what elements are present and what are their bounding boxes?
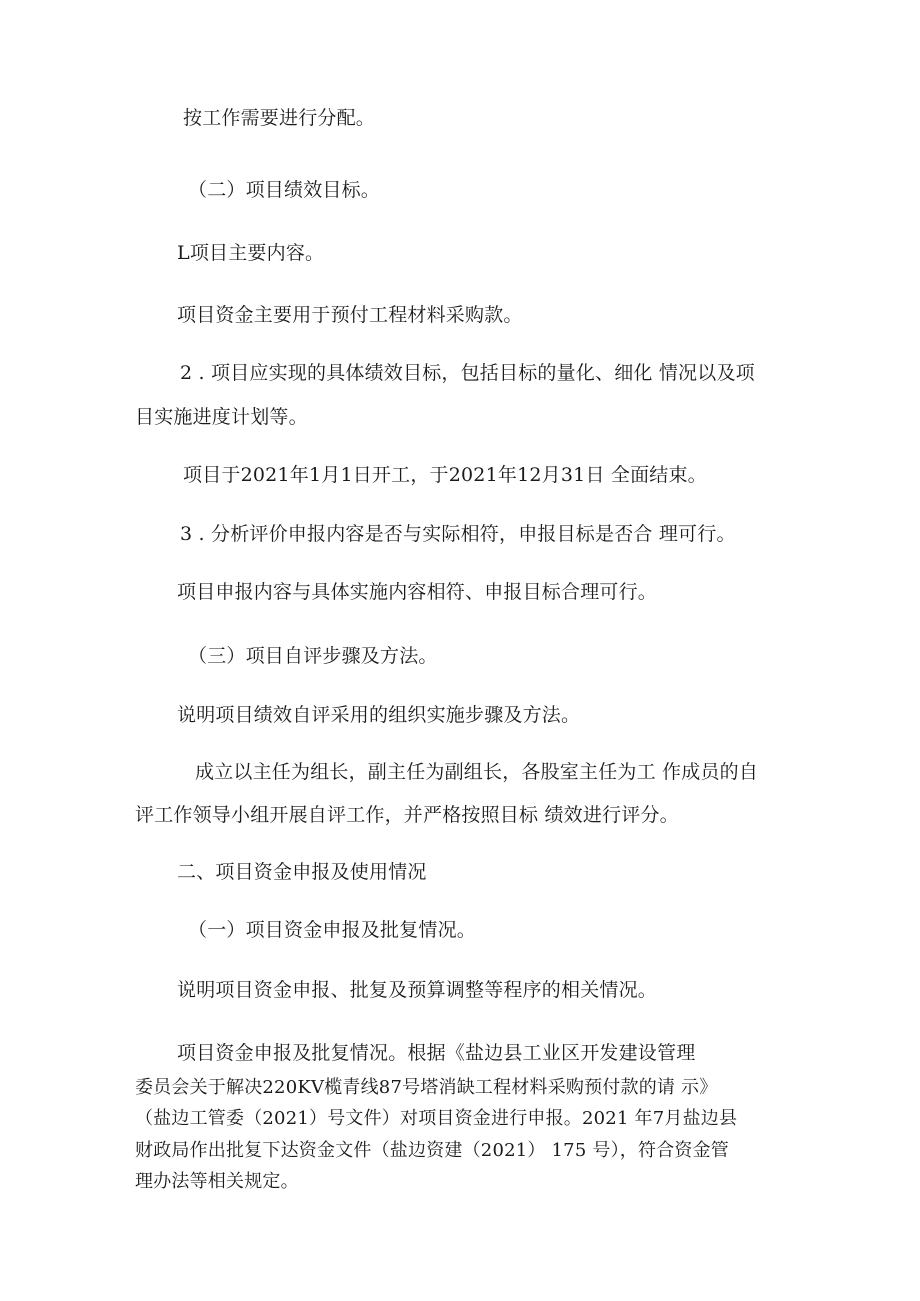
numbered-item-2: 2 . 项目应实现的具体绩效目标，包括目标的量化、细化 情况以及项 bbox=[180, 362, 755, 384]
section-heading-3: （三）项目自评步骤及方法。 bbox=[188, 645, 438, 667]
text-line-4: 项目资金主要用于预付工程材料采购款。 bbox=[177, 304, 523, 326]
text-line-12: 成立以主任为组长，副主任为副组长，各股室主任为工 作成员的自 bbox=[195, 761, 759, 783]
text-line-9: 项目申报内容与具体实施内容相符、申报目标合理可行。 bbox=[177, 581, 658, 603]
section-heading-1: （一）项目资金申报及批复情况。 bbox=[188, 919, 477, 941]
numbered-item-3: 3 . 分析评价申报内容是否与实际相符，申报目标是否合 理可行。 bbox=[180, 523, 736, 545]
text-line-21: 理办法等相关规定。 bbox=[135, 1171, 299, 1192]
text-line-19: （盐边工管委（2021）号文件）对项目资金进行申报。2021 年7月盐边县 bbox=[135, 1108, 738, 1129]
text-line-1: 按工作需要进行分配。 bbox=[183, 107, 376, 129]
text-line-7: 项目于2021年1月1日开工，于2021年12月31日 全面结束。 bbox=[183, 464, 707, 486]
chapter-heading-2: 二、项目资金申报及使用情况 bbox=[177, 861, 427, 883]
section-heading-2: （二）项目绩效目标。 bbox=[188, 179, 381, 201]
text-line-3: L项目主要内容。 bbox=[177, 242, 325, 264]
text-line-16: 说明项目资金申报、批复及预算调整等程序的相关情况。 bbox=[177, 979, 658, 1001]
text-line-13: 评工作领导小组开展自评工作，并严格按照目标 绩效进行评分。 bbox=[135, 804, 679, 826]
text-line-6: 目实施进度计划等。 bbox=[135, 406, 308, 428]
text-line-17: 项目资金申报及批复情况。根据《盐边县工业区开发建设管理 bbox=[177, 1042, 696, 1064]
text-line-20: 财政局作出批复下达资金文件（盐边资建（2021） 175 号），符合资金管 bbox=[135, 1140, 730, 1161]
text-line-18: 委员会关于解决220KV榄青线87号塔消缺工程材料采购预付款的请 示》 bbox=[135, 1077, 718, 1098]
text-line-11: 说明项目绩效自评采用的组织实施步骤及方法。 bbox=[177, 704, 581, 726]
